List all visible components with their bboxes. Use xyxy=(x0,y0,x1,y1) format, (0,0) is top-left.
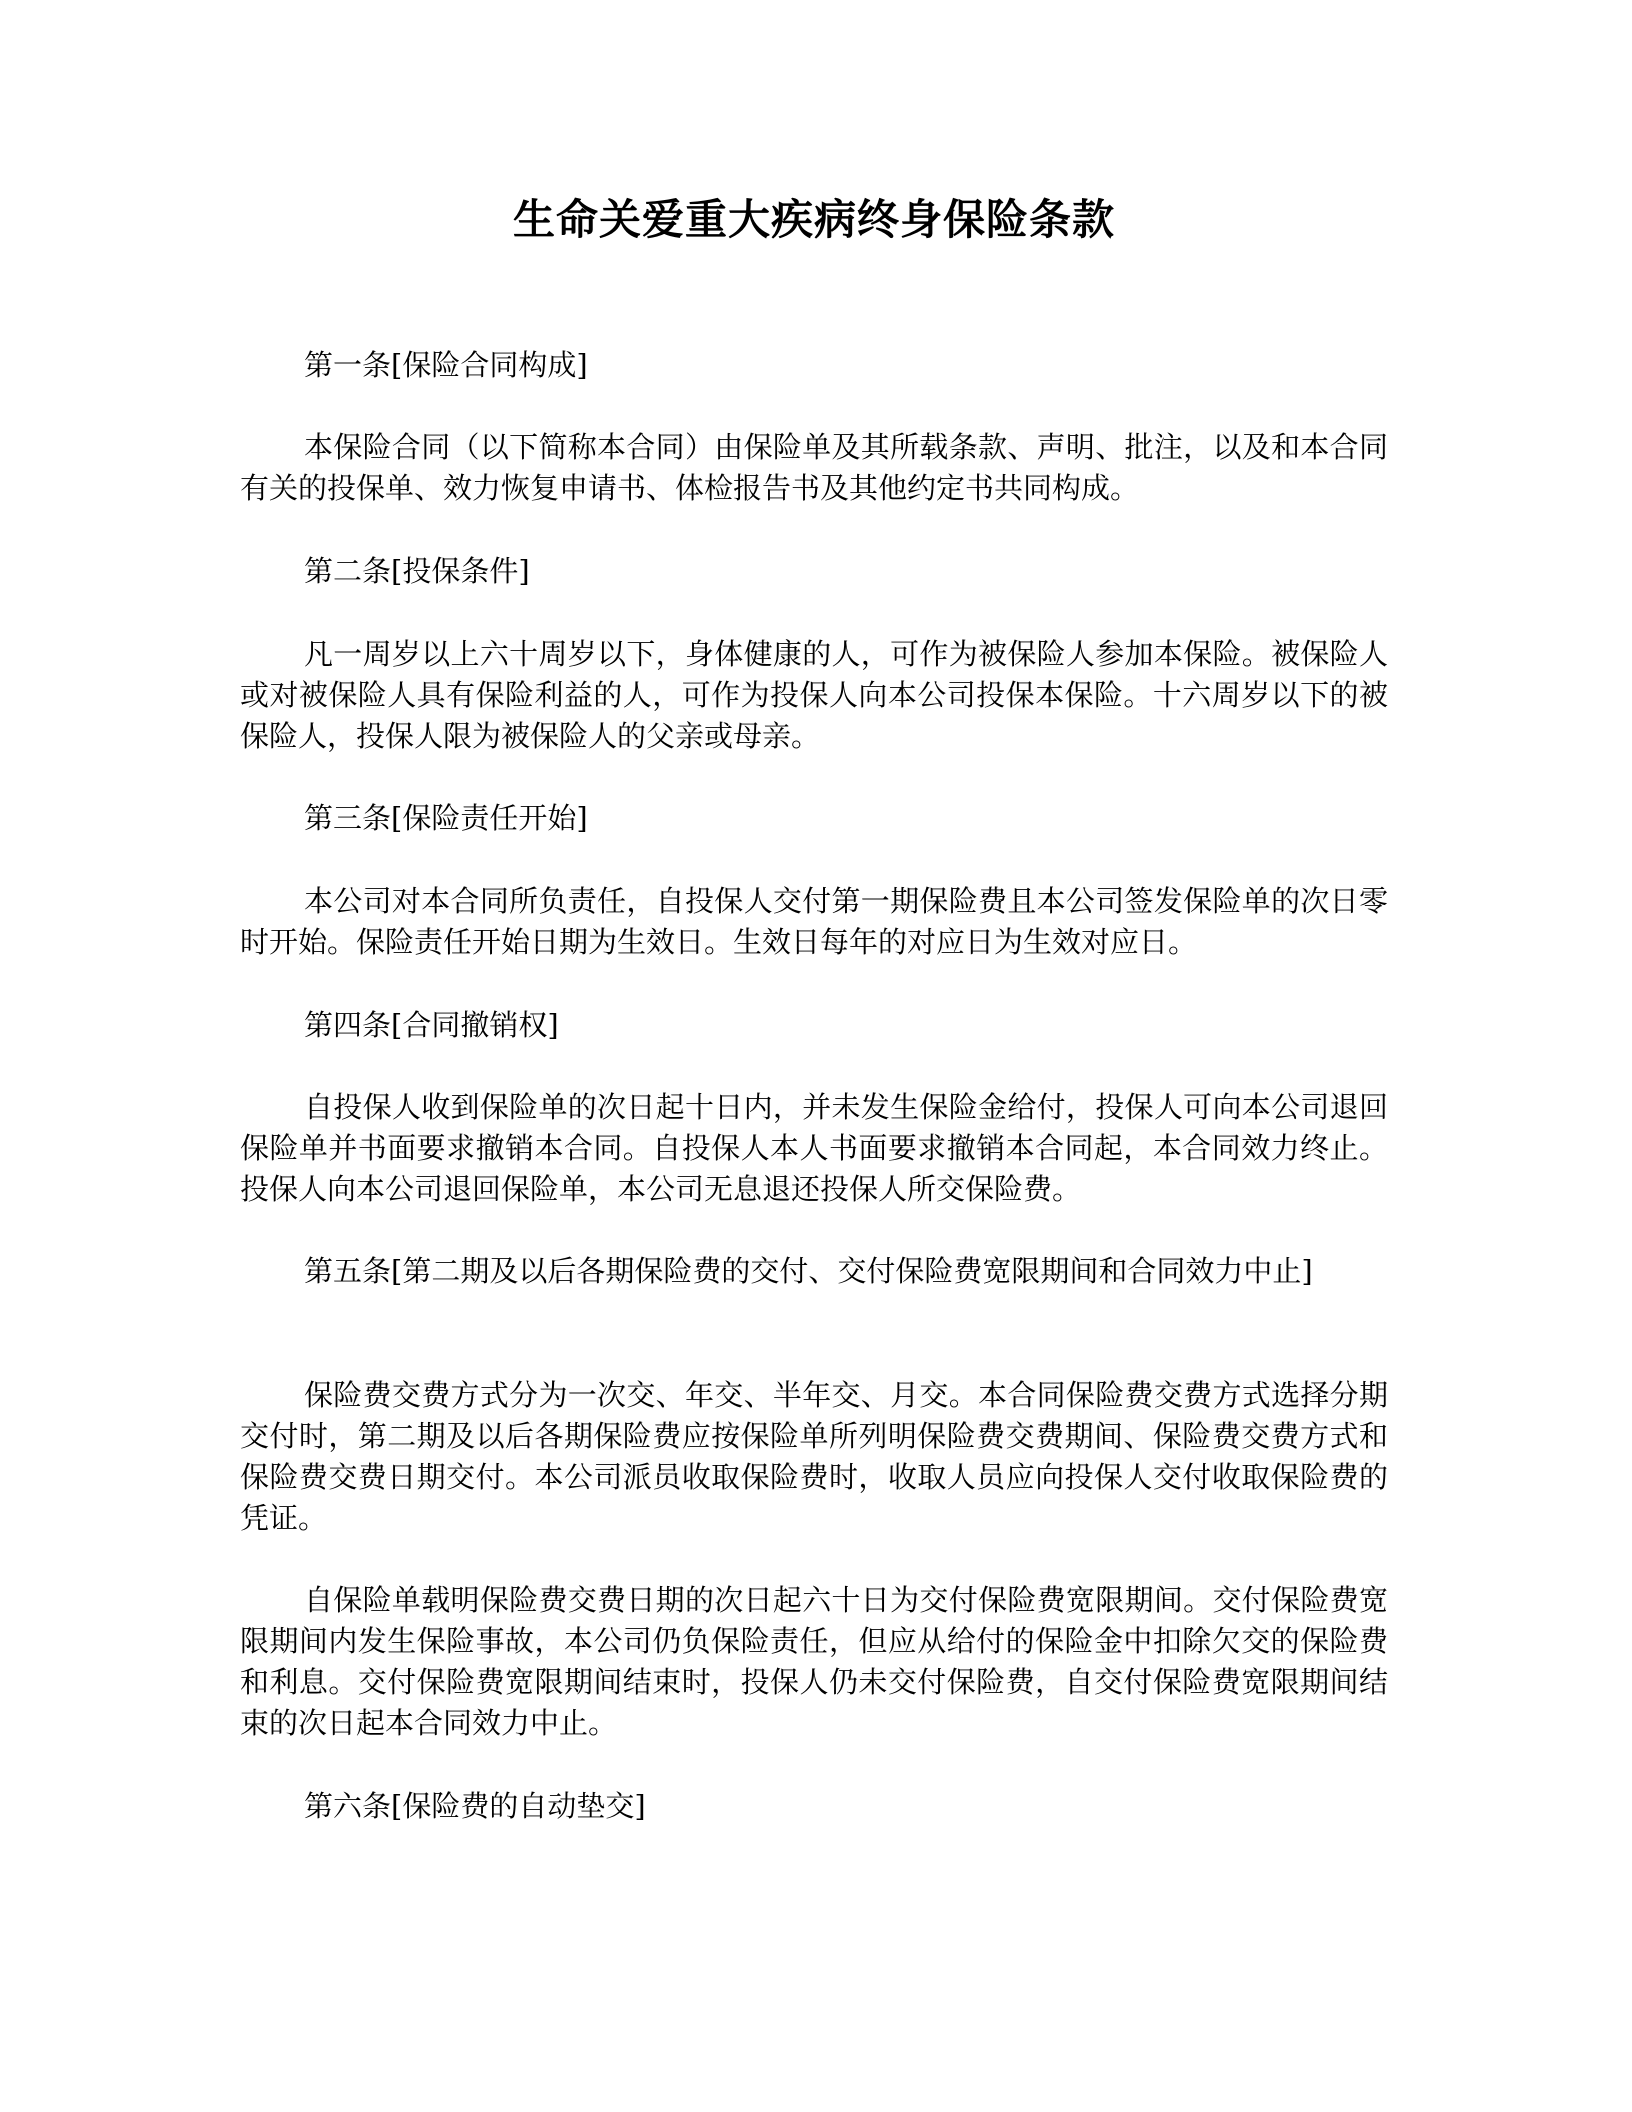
article-6-heading: 第六条[保险费的自动垫交] xyxy=(304,1789,646,1823)
article-1-heading: 第一条[保险合同构成] xyxy=(304,348,588,382)
article-5-body-1: 保险费交费方式分为一次交、年交、半年交、月交。本合同保险费交费方式选择分期交付时，第二期及以后各期保险费应按保险单所列明保险费交费期间、保险费交费方式和保险费交费日期交付。本公司派员收取保险费时，收取人员应向投保人交付收取保险费的凭证。 xyxy=(240,1378,1388,1535)
article-2-body: 凡一周岁以上六十周岁以下，身体健康的人，可作为被保险人参加本保险。被保险人或对被保险人具有保险利益的人，可作为投保人向本公司投保本保险。十六周岁以下的被保险人，投保人限为被保险人的父亲或母亲。 xyxy=(240,637,1388,753)
article-2-heading: 第二条[投保条件] xyxy=(304,554,530,588)
article-5-body-2: 自保险单载明保险费交费日期的次日起六十日为交付保险费宽限期间。交付保险费宽限期间内发生保险事故，本公司仍负保险责任，但应从给付的保险金中扣除欠交的保险费和利息。交付保险费宽限期间结束时，投保人仍未交付保险费，自交付保险费宽限期间结束的次日起本合同效力中止。 xyxy=(240,1583,1388,1740)
article-1-body: 本保险合同（以下简称本合同）由保险单及其所载条款、声明、批注，以及和本合同有关的投保单、效力恢复申请书、体检报告书及其他约定书共同构成。 xyxy=(240,430,1388,505)
article-3-heading: 第三条[保险责任开始] xyxy=(304,801,588,835)
article-5-heading: 第五条[第二期及以后各期保险费的交付、交付保险费宽限期间和合同效力中止] xyxy=(304,1254,1313,1288)
document-title: 生命关爱重大疾病终身保险条款 xyxy=(512,195,1115,244)
article-4-body: 自投保人收到保险单的次日起十日内，并未发生保险金给付，投保人可向本公司退回保险单并书面要求撤销本合同。自投保人本人书面要求撤销本合同起，本合同效力终止。投保人向本公司退回保险单，本公司无息退还投保人所交保险费。 xyxy=(240,1090,1388,1206)
article-3-body: 本公司对本合同所负责任，自投保人交付第一期保险费且本公司签发保险单的次日零时开始。保险责任开始日期为生效日。生效日每年的对应日为生效对应日。 xyxy=(240,884,1388,959)
article-4-heading: 第四条[合同撤销权] xyxy=(304,1008,559,1042)
